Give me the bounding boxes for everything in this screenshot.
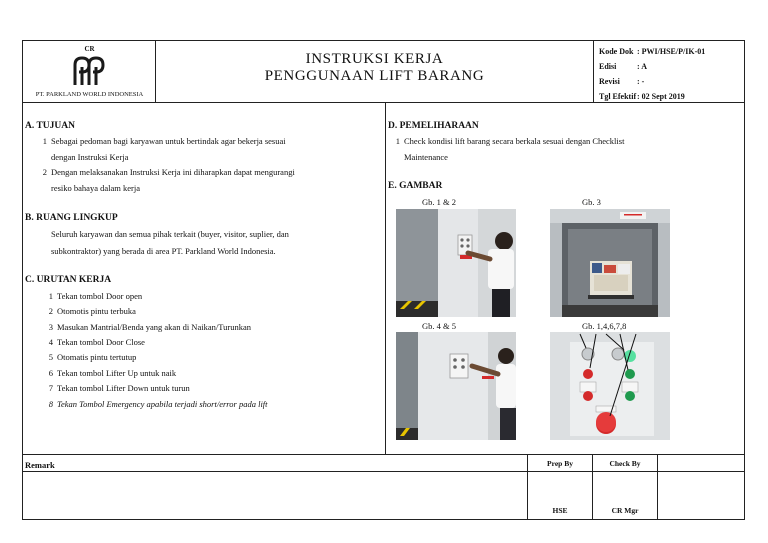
doc-title-line2: PENGGUNAAN LIFT BARANG xyxy=(264,68,485,84)
right-column: D. PEMELIHARAAN 1 Check kondisi lift barang secara berkala sesuai dengan Checklist Maintenance E. GAMBAR Gb. 1 & 2 Gb. 3 Gb. 4 & 5 Gb. 1,4,6,7,8 xyxy=(386,103,744,454)
check-by-signatory: CR Mgr xyxy=(611,506,639,515)
photo-lift-panel-press xyxy=(396,209,516,317)
caption-gb3: Gb. 3 xyxy=(582,197,601,207)
scope-line2: subkontraktor) yang berada di area PT. Parkland World Indonesia. xyxy=(51,246,276,256)
work-instruction-sheet xyxy=(22,40,745,520)
meta-row-edisi: Edisi : A xyxy=(599,62,647,71)
section-title-ruang-lingkup: B. RUANG LINGKUP xyxy=(25,213,118,223)
meta-row-kode: Kode Dok : PWI/HSE/P/IK-01 xyxy=(599,47,706,56)
remark-label: Remark xyxy=(25,460,55,470)
photo-button-panel xyxy=(550,332,670,440)
logo-cr-text: CR xyxy=(84,45,95,53)
section-title-gambar: E. GAMBAR xyxy=(388,181,443,191)
doc-title-line1: INSTRUKSI KERJA xyxy=(305,51,444,67)
approval-blank-cell xyxy=(657,455,744,519)
photo-lift-panel-operate xyxy=(396,332,516,440)
doc-meta xyxy=(594,41,744,102)
parkland-logo-icon xyxy=(69,55,109,87)
caption-gb-panel: Gb. 1,4,6,7,8 xyxy=(582,321,627,331)
photo-lift-cabin-goods xyxy=(550,209,670,317)
caption-gb4: Gb. 4 & 5 xyxy=(422,321,456,331)
company-name: PT. PARKLAND WORLD INDONESIA xyxy=(35,91,144,98)
section-title-tujuan: A. TUJUAN xyxy=(25,121,75,131)
logo-cell xyxy=(23,41,156,102)
title-cell xyxy=(156,41,594,102)
prep-by-label: Prep By xyxy=(547,459,573,468)
prep-by-signatory: HSE xyxy=(552,506,568,515)
check-by-label: Check By xyxy=(609,459,641,468)
document-header xyxy=(23,41,744,103)
meta-row-revisi: Revisi : - xyxy=(599,77,645,86)
document-footer xyxy=(23,454,744,519)
prep-by-cell xyxy=(527,455,592,519)
meta-row-tgl: Tgl Efektif: 02 Sept 2019 xyxy=(599,92,685,101)
footer-divider xyxy=(23,471,744,472)
section-title-urutan-kerja: C. URUTAN KERJA xyxy=(25,275,112,285)
left-column: A. TUJUAN 1 Sebagai pedoman bagi karyawan untuk bertindak agar bekerja sesuai dengan Instruksi Kerja 2 Dengan melaksanakan Instruksi Kerja ini diharapkan dapat mengurangi resiko bahaya dalam kerja B. RUANG LINGKUP Seluruh karyawan dan semua pihak terkait (buyer, visitor, suplier, dan subkontraktor) yang berada di area PT. Parkland World Indonesia. C. URUTAN KERJA 1 Tekan tombol Door open 2 Otomotis pintu terbuka 3 Masukan Mantrial/Benda yang akan di Naikan/Turunkan 4 Tekan tombol Door Close 5 Otomatis pintu tertutup 6 Tekan tombol Lifter Up untuk naik 7 Tekan tombol Lifter Down untuk turun 8 Tekan Tombol Emergency apabila terjadi short/error pada lift xyxy=(23,103,386,454)
scope-line1: Seluruh karyawan dan semua pihak terkait (buyer, visitor, suplier, dan xyxy=(51,229,289,239)
caption-gb1: Gb. 1 & 2 xyxy=(422,197,456,207)
check-by-cell xyxy=(592,455,657,519)
section-title-pemeliharaan: D. PEMELIHARAAN xyxy=(388,121,479,131)
